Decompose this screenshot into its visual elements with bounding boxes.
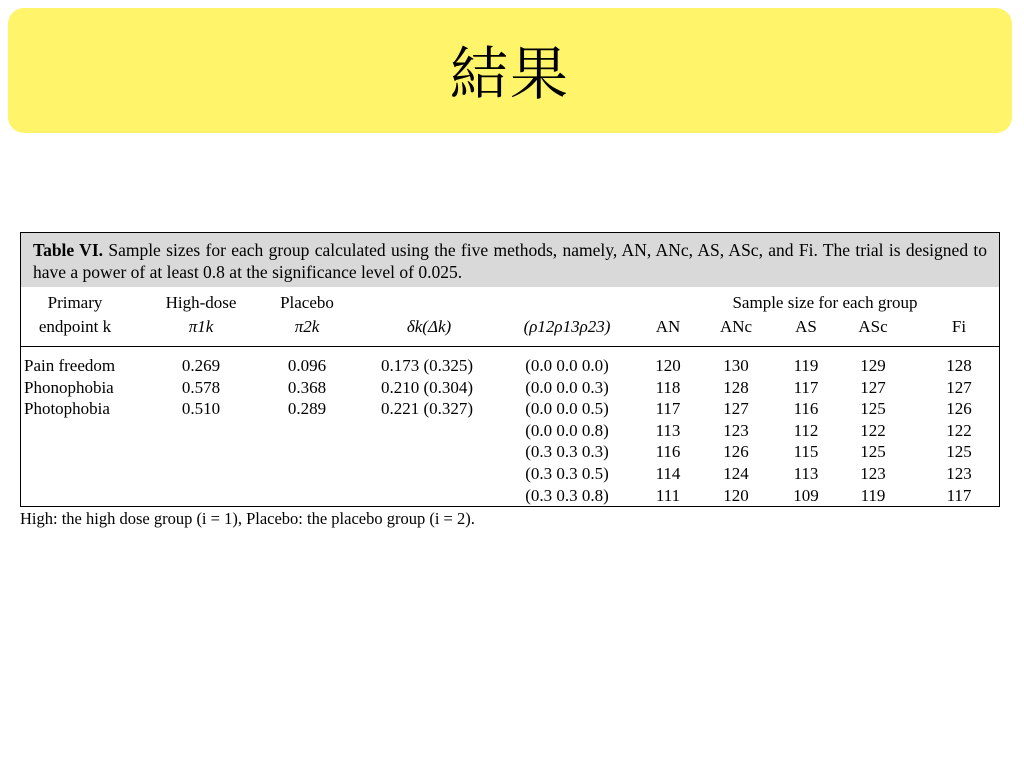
cell-asc: 127 bbox=[860, 377, 886, 397]
cell-placebo: 0.096 bbox=[287, 356, 327, 375]
cell-rho: (0.3 0.3 0.5) bbox=[525, 464, 609, 483]
cell-delta: 0.173 (0.325) bbox=[380, 356, 474, 375]
cell-as: 115 bbox=[793, 442, 819, 462]
cell-placebo: 0.368 bbox=[287, 377, 327, 397]
cell-anc: 127 bbox=[723, 399, 749, 419]
cell-fi: 123 bbox=[946, 464, 972, 483]
cell-rho: (0.0 0.0 0.0) bbox=[525, 356, 609, 375]
cell-as: 117 bbox=[793, 377, 819, 397]
cell-as: 119 bbox=[793, 356, 819, 375]
cell-high: 0.269 bbox=[181, 356, 221, 375]
cell-endpoint: Photophobia bbox=[24, 399, 110, 419]
title-banner bbox=[8, 8, 1012, 133]
header-sample-size-group: Sample size for each group bbox=[732, 293, 918, 312]
table-caption-label: Table VI. bbox=[33, 240, 104, 260]
cell-fi: 128 bbox=[946, 356, 972, 375]
cell-asc: 125 bbox=[860, 399, 886, 419]
cell-anc: 120 bbox=[723, 485, 749, 505]
table-header bbox=[21, 287, 999, 347]
header-pi-2k: π2k bbox=[294, 317, 320, 336]
cell-fi: 122 bbox=[946, 420, 972, 440]
cell-high: 0.510 bbox=[181, 399, 221, 419]
header-as: AS bbox=[795, 317, 817, 336]
cell-fi: 125 bbox=[946, 442, 972, 462]
header-placebo: Placebo bbox=[280, 293, 334, 312]
table-caption bbox=[21, 233, 999, 287]
cell-fi: 117 bbox=[946, 485, 972, 505]
cell-as: 116 bbox=[793, 399, 819, 419]
cell-an: 114 bbox=[655, 464, 681, 483]
header-rho: (ρ12ρ13ρ23) bbox=[523, 317, 611, 336]
cell-fi: 126 bbox=[946, 399, 972, 419]
cell-an: 120 bbox=[655, 356, 681, 375]
cell-an: 116 bbox=[655, 442, 681, 462]
cell-anc: 123 bbox=[723, 420, 749, 440]
cell-asc: 119 bbox=[860, 485, 886, 505]
cell-rho: (0.3 0.3 0.8) bbox=[525, 485, 609, 505]
cell-high: 0.578 bbox=[181, 377, 221, 397]
cell-anc: 124 bbox=[723, 464, 749, 483]
cell-anc: 126 bbox=[723, 442, 749, 462]
cell-an: 117 bbox=[655, 399, 681, 419]
cell-an: 118 bbox=[655, 377, 681, 397]
header-pi-1k: π1k bbox=[188, 317, 214, 336]
cell-asc: 123 bbox=[860, 464, 886, 483]
cell-anc: 128 bbox=[723, 377, 749, 397]
cell-asc: 125 bbox=[860, 442, 886, 462]
cell-delta: 0.210 (0.304) bbox=[380, 377, 474, 397]
cell-endpoint: Phonophobia bbox=[24, 377, 114, 397]
cell-an: 111 bbox=[655, 485, 681, 505]
cell-endpoint: Pain freedom bbox=[24, 356, 116, 375]
header-an: AN bbox=[655, 317, 681, 336]
header-endpoint-k: endpoint k bbox=[38, 317, 112, 336]
cell-rho: (0.0 0.0 0.5) bbox=[525, 399, 609, 419]
cell-rho: (0.0 0.0 0.3) bbox=[525, 377, 609, 397]
header-primary: Primary bbox=[47, 293, 103, 312]
header-asc: ASc bbox=[858, 317, 888, 336]
cell-as: 109 bbox=[793, 485, 819, 505]
cell-asc: 129 bbox=[860, 356, 886, 375]
cell-as: 113 bbox=[793, 464, 819, 483]
table-caption-text: Sample sizes for each group calculated using the five methods, namely, AN, ANc, AS, ASc, and Fi. The trial is designed to have a power of at least 0.8 at the significance level of 0.025. bbox=[33, 240, 988, 282]
results-table bbox=[20, 232, 1000, 507]
cell-as: 112 bbox=[793, 420, 819, 440]
cell-anc: 130 bbox=[723, 356, 749, 375]
cell-placebo: 0.289 bbox=[287, 399, 327, 419]
slide-title: 結果 bbox=[449, 39, 570, 108]
cell-an: 113 bbox=[655, 420, 681, 440]
cell-rho: (0.0 0.0 0.8) bbox=[525, 420, 609, 440]
header-anc: ANc bbox=[719, 317, 753, 336]
header-fi: Fi bbox=[951, 317, 967, 336]
cell-fi: 127 bbox=[946, 377, 972, 397]
header-delta: δk(Δk) bbox=[406, 317, 452, 336]
cell-delta: 0.221 (0.327) bbox=[380, 399, 474, 419]
cell-rho: (0.3 0.3 0.3) bbox=[525, 442, 609, 462]
table-footnote: High: the high dose group (i = 1), Placebo: the placebo group (i = 2). bbox=[20, 509, 475, 528]
header-high-dose: High-dose bbox=[165, 293, 237, 312]
cell-asc: 122 bbox=[860, 420, 886, 440]
